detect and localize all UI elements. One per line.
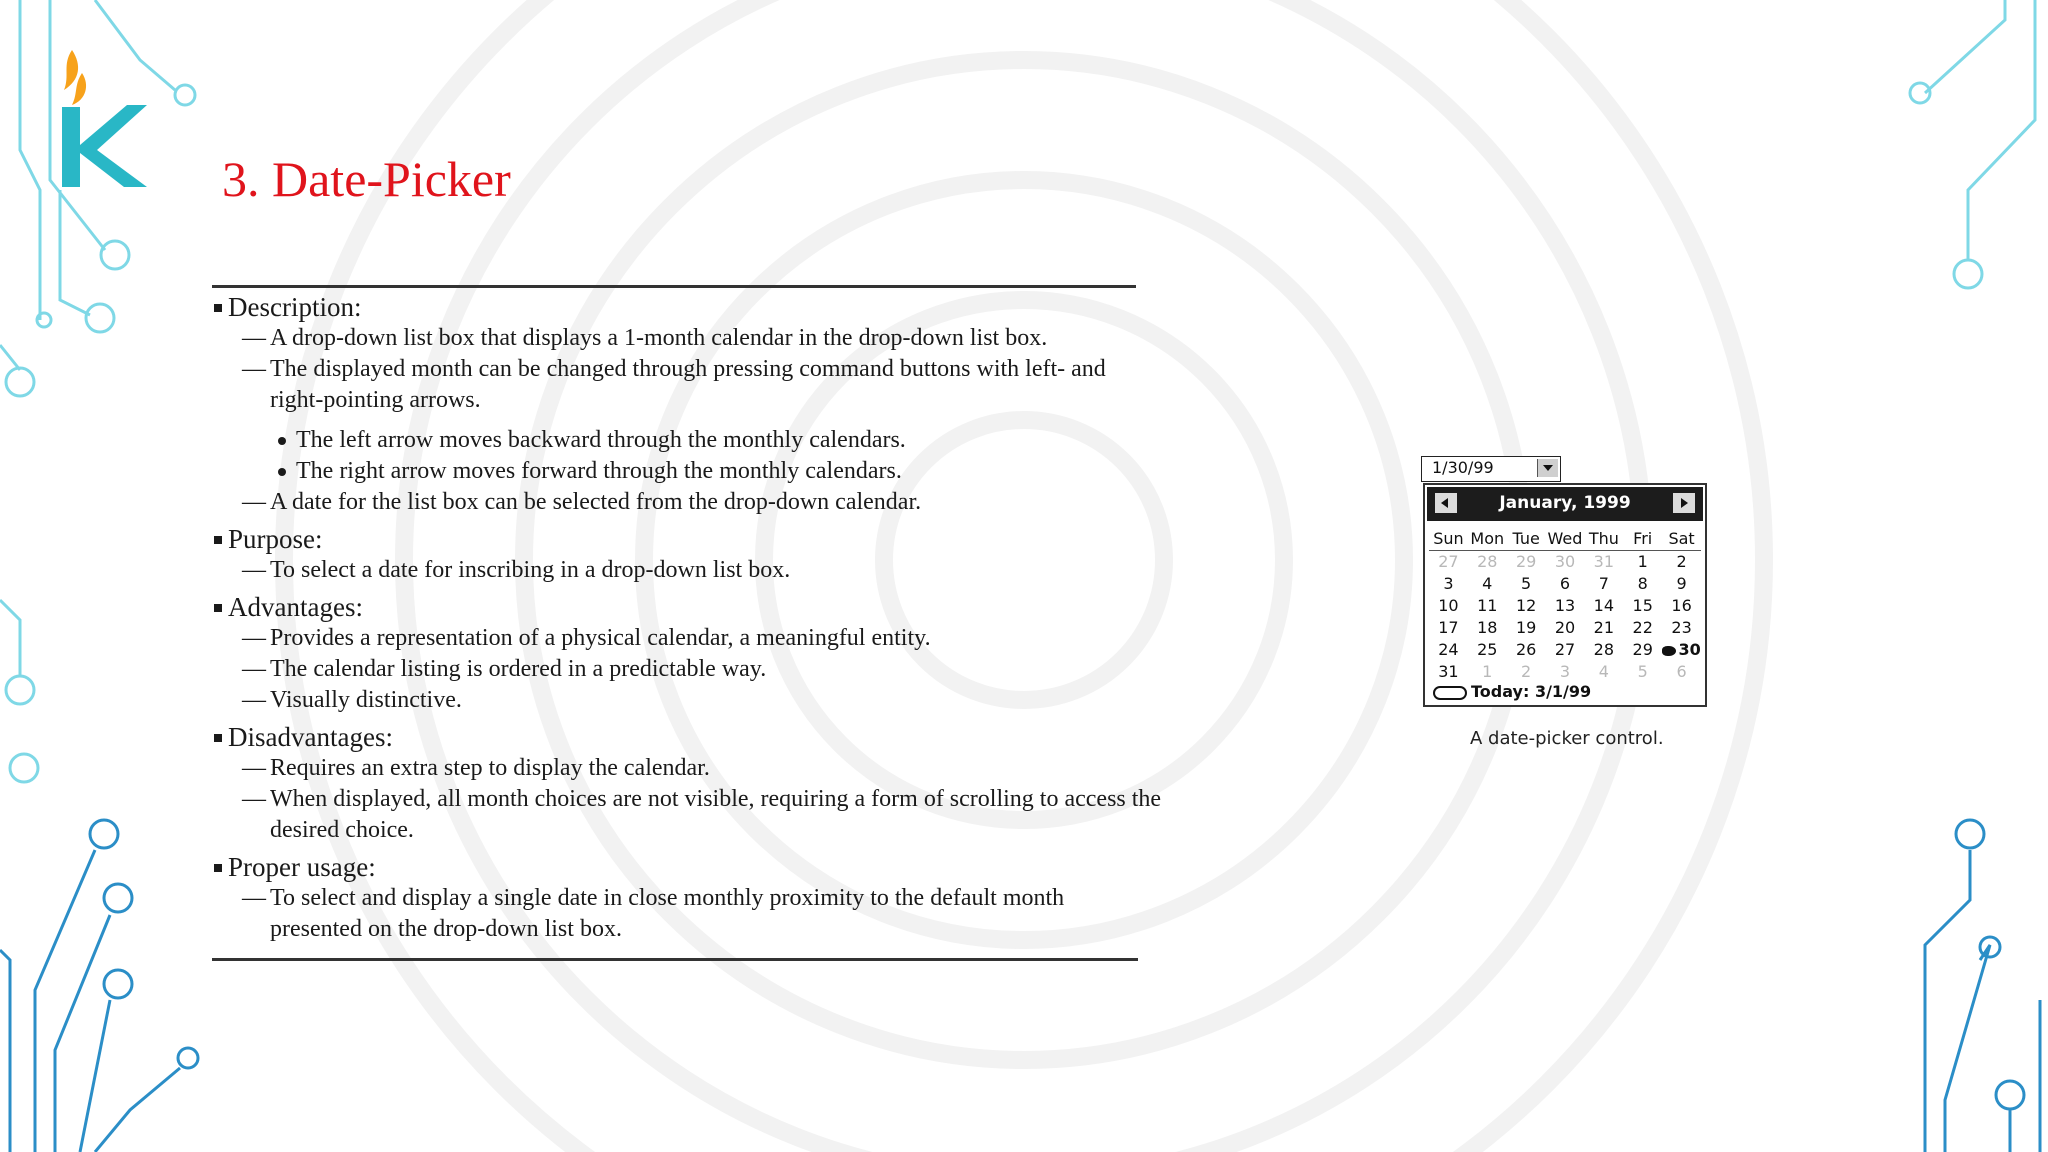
day-cell[interactable]: [1584, 640, 1623, 662]
weekday-label: Wed: [1547, 529, 1583, 548]
day-cell[interactable]: [1429, 640, 1468, 662]
description-item: — A drop-down list box that displays a 1-month calendar in the drop-down list box.: [242, 325, 1048, 351]
day-cell[interactable]: [1507, 596, 1546, 618]
square-bullet-icon: [214, 604, 222, 612]
day-number: 26: [1515, 640, 1537, 659]
day-cell[interactable]: [1468, 618, 1507, 640]
day-number: 8: [1637, 574, 1648, 593]
description-item: — The displayed month can be changed through pressing command buttons with left- and right-pointing arrows.: [242, 356, 1106, 413]
day-number: 9: [1676, 574, 1687, 593]
chevron-down-icon: [1543, 465, 1553, 471]
advantages-item: — Provides a representation of a physical calendar, a meaningful entity.: [242, 625, 931, 651]
day-number: 2: [1676, 552, 1687, 571]
day-cell[interactable]: [1429, 596, 1468, 618]
day-number: 5: [1637, 662, 1648, 681]
day-cell[interactable]: [1623, 640, 1662, 662]
day-number: 31: [1438, 662, 1459, 681]
day-cell[interactable]: [1507, 662, 1546, 684]
weekday-label: Thu: [1588, 529, 1619, 548]
description-subitem: The left arrow moves backward through the monthly calendars.: [278, 425, 1192, 456]
today-label: Today: 3/1/99: [1471, 682, 1592, 701]
day-cell[interactable]: [1662, 618, 1701, 640]
day-number: 14: [1593, 596, 1615, 615]
square-bullet-icon: [214, 734, 222, 742]
section-heading-description: Description:: [212, 292, 1192, 323]
day-cell[interactable]: [1623, 552, 1662, 574]
day-number: 29: [1632, 640, 1653, 659]
day-number: 21: [1593, 618, 1615, 637]
square-bullet-icon: [214, 304, 222, 312]
slide-title: 3. Date-Picker: [222, 151, 511, 207]
day-cell[interactable]: [1623, 662, 1662, 684]
day-number: 4: [1482, 574, 1493, 593]
date-combo-value: 1/30/99: [1432, 458, 1494, 477]
day-number: 15: [1632, 596, 1653, 615]
selection-marker-icon: [1662, 646, 1676, 656]
day-cell[interactable]: [1662, 574, 1701, 596]
day-number: 24: [1438, 640, 1459, 659]
section-heading-proper-usage: Proper usage:: [212, 852, 1192, 883]
day-number: 3: [1443, 574, 1454, 593]
weekday-label: Tue: [1512, 529, 1540, 548]
day-cell[interactable]: [1623, 574, 1662, 596]
day-number: 18: [1477, 618, 1498, 637]
description-item: — A date for the list box can be selected from the drop-down calendar.: [242, 489, 922, 515]
day-cell[interactable]: [1546, 552, 1585, 574]
day-number: 28: [1477, 552, 1498, 571]
day-cell[interactable]: [1662, 662, 1701, 684]
day-number: 23: [1671, 618, 1692, 637]
today-ring-icon: [1433, 686, 1467, 700]
day-cell[interactable]: [1468, 662, 1507, 684]
day-cell[interactable]: [1429, 618, 1468, 640]
day-number: 12: [1515, 596, 1537, 615]
day-number: 28: [1593, 640, 1615, 659]
month-label: January, 1999: [1499, 493, 1631, 513]
day-cell-selected[interactable]: [1662, 640, 1701, 662]
day-cell[interactable]: [1468, 640, 1507, 662]
day-number: 6: [1676, 662, 1687, 681]
day-cell[interactable]: [1662, 596, 1701, 618]
advantages-item: — Visually distinctive.: [242, 687, 462, 713]
round-bullet-icon: [278, 468, 286, 476]
day-cell[interactable]: [1507, 640, 1546, 662]
day-cell[interactable]: [1546, 662, 1585, 684]
day-number: 20: [1554, 618, 1576, 637]
day-cell[interactable]: [1507, 618, 1546, 640]
calendar-header: [1427, 487, 1703, 521]
proper-usage-item: — To select and display a single date in close monthly proximity to the default month presented on the drop-down list box.: [242, 885, 1065, 942]
day-number: 7: [1598, 574, 1609, 593]
day-cell[interactable]: [1662, 552, 1701, 574]
day-number: 27: [1554, 640, 1576, 659]
day-number: 13: [1554, 596, 1576, 615]
day-cell[interactable]: [1429, 662, 1468, 684]
day-number: 6: [1559, 574, 1571, 593]
section-heading-advantages: Advantages:: [212, 592, 1192, 623]
day-cell[interactable]: [1468, 552, 1507, 574]
day-number: 31: [1593, 552, 1615, 571]
day-number: 1: [1637, 552, 1648, 571]
bottom-rule: [212, 958, 1138, 961]
day-cell[interactable]: [1546, 596, 1585, 618]
day-cell[interactable]: [1429, 552, 1468, 574]
section-heading-purpose: Purpose:: [212, 524, 1192, 555]
day-cell[interactable]: [1584, 596, 1623, 618]
round-bullet-icon: [278, 437, 286, 445]
weekday-label: Sat: [1668, 529, 1695, 548]
section-heading-disadvantages: Disadvantages:: [212, 722, 1192, 753]
day-number: 29: [1515, 552, 1537, 571]
day-cell[interactable]: [1546, 640, 1585, 662]
date-combo-box[interactable]: [1421, 456, 1561, 482]
day-number: 30: [1554, 552, 1576, 571]
day-number: 4: [1598, 662, 1609, 681]
description-subitem: The right arrow moves forward through the monthly calendars.: [278, 456, 1192, 487]
day-cell[interactable]: [1623, 596, 1662, 618]
day-number: 16: [1671, 596, 1692, 615]
day-cell[interactable]: [1468, 596, 1507, 618]
square-bullet-icon: [214, 864, 222, 872]
day-number: 2: [1521, 662, 1532, 681]
day-cell[interactable]: [1429, 574, 1468, 596]
today-button[interactable]: [1433, 682, 1591, 701]
day-cell[interactable]: [1507, 574, 1546, 596]
day-number: 11: [1477, 596, 1498, 615]
weekday-divider: [1429, 550, 1701, 551]
day-cell[interactable]: [1468, 574, 1507, 596]
calendar-dropdown: [1423, 483, 1707, 707]
day-number: 30: [1678, 640, 1701, 659]
day-number: 1: [1482, 662, 1493, 681]
day-cell[interactable]: [1546, 618, 1585, 640]
disadvantages-item: — When displayed, all month choices are not visible, requiring a form of scrolling to access the desired choice.: [242, 786, 1162, 843]
weekday-label: Fri: [1633, 529, 1653, 548]
slide-content: [212, 292, 1192, 945]
arrow-right-icon: [1681, 498, 1688, 508]
figure-caption: A date-picker control.: [1470, 728, 1664, 749]
day-number: 25: [1477, 640, 1498, 659]
day-number: 27: [1438, 552, 1459, 571]
day-number: 19: [1515, 618, 1537, 637]
disadvantages-item: — Requires an extra step to display the calendar.: [242, 755, 710, 781]
day-cell[interactable]: [1584, 662, 1623, 684]
day-number: 3: [1559, 662, 1571, 681]
square-bullet-icon: [214, 536, 222, 544]
day-cell[interactable]: [1546, 574, 1585, 596]
logo-icon: [52, 45, 152, 195]
day-number: 22: [1632, 618, 1653, 637]
day-cell[interactable]: [1623, 618, 1662, 640]
dropdown-button[interactable]: [1537, 459, 1558, 477]
day-number: 17: [1438, 618, 1459, 637]
day-cell[interactable]: [1584, 552, 1623, 574]
day-number: 10: [1438, 596, 1459, 615]
advantages-item: — The calendar listing is ordered in a predictable way.: [242, 656, 767, 682]
weekday-header: [1429, 529, 1701, 548]
day-cell[interactable]: [1584, 618, 1623, 640]
day-cell[interactable]: [1507, 552, 1546, 574]
purpose-item: — To select a date for inscribing in a drop-down list box.: [242, 557, 791, 583]
day-cell[interactable]: [1584, 574, 1623, 596]
next-month-button[interactable]: [1673, 493, 1695, 513]
top-rule: [212, 285, 1136, 288]
weekday-label: Mon: [1470, 529, 1505, 548]
day-number: 5: [1521, 574, 1532, 593]
day-grid: [1429, 552, 1701, 684]
weekday-label: Sun: [1433, 529, 1464, 548]
